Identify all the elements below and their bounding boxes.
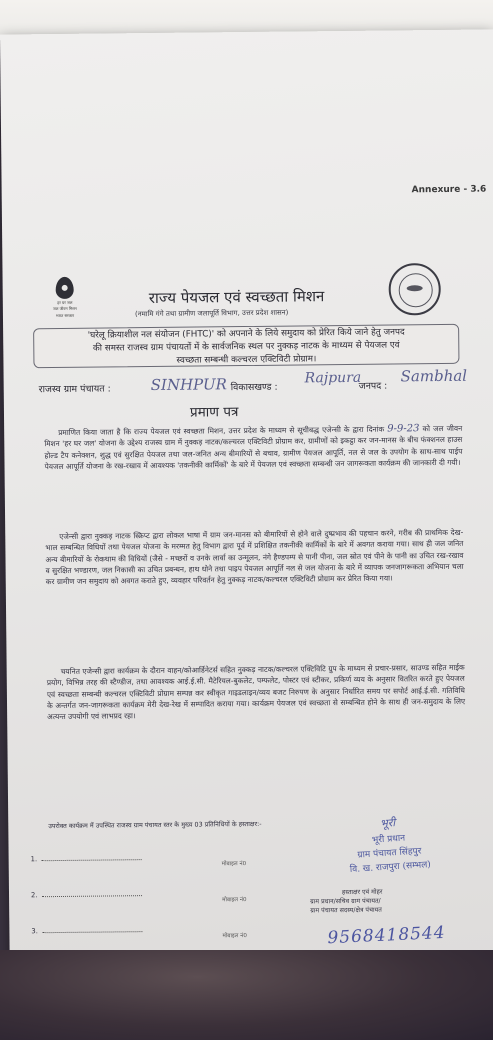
panchayat-label: राजस्व ग्राम पंचायत : <box>38 383 111 396</box>
program-date: 9-9-23 <box>387 423 420 435</box>
signature-number-2: 2. <box>30 891 38 900</box>
certificate-title: प्रमाण पत्र <box>189 404 239 421</box>
signature-line-1 <box>31 854 142 863</box>
stamp-signature: भूरी <box>379 816 396 831</box>
water-drop-icon <box>56 277 74 299</box>
paragraph-2: एजेन्सी द्वारा नुक्कड़ नाटक स्क्रिप्ट द्वारा लोकल भाषा में ग्राम जन-मानस को बीमारियों से होने वाले दुष्प्रभाव की पहचान करने, गरीब की प्राथमिक देख-भाल सम्बन्धित विधियों तथा पेयजल योजना के मरम्मत हेतु विभाग द्वारा पूर्व में प्रशिक्षित तकनीकी कार्मिकों के बारे में अवगत कराया गया। साथ ही जल जनित अन्य बीमारियों के रोकथाम की विधियों (जैसे - मच्छरों व उनके लार्वा का उन्मूलन, नंगे हैण्डपम्प से पानी पीना, जल स्रोत एवं पीने के पानी का उचित रख-रखाव व सुरक्षित भण्डारण, जल निकासी का उचित प्रबन्धन, हाथ धोने तथा पाइप पेयजल आपूर्ति नल से जल योजना के बारे में व्यापक जनजागरूकता अभियान चला कर ग्रामीण जन समुदाय को अवगत कराते हुए, व्यवहार परिवर्तन हेतु नुक्कड़ नाटक/कल्चरल एक्टिविटी प्रोग्राम कर प्रेरित किया गया। <box>45 527 464 587</box>
banner-line-1: 'घरेलू क्रियाशील नल संयोजन (FHTC)' को अपनाने के लिये समुदाय को प्रेरित किये जाने हेतु जनपद <box>87 327 405 341</box>
block-label: विकासखण्ड : <box>230 381 278 394</box>
background-bottom <box>0 950 493 1040</box>
signature-number-3: 3. <box>31 927 38 936</box>
logo-text-1: हर घर जल <box>57 299 73 305</box>
banner-line-3: स्वच्छता सम्बन्धी कल्चरल एक्टिविटी प्रोग्राम। <box>176 353 317 366</box>
signature-line-2 <box>31 890 142 899</box>
annexure-label: Annexure - 3.6 <box>411 184 487 196</box>
logo-text-3: भारत सरकार <box>55 312 75 318</box>
up-government-emblem-icon <box>388 263 441 316</box>
pradhan-stamp <box>310 811 469 883</box>
signature-number-1: 1. <box>30 855 38 864</box>
official-signature-block <box>310 888 383 916</box>
mission-subtitle: (नमामि गंगे तथा ग्रामीण जलापूर्ति विभाग, उत्तर प्रदेश शासन) <box>134 308 289 319</box>
district-label: जनपद : <box>358 380 388 392</box>
jal-jeevan-mission-logo <box>43 277 87 319</box>
paragraph-1-start: प्रमाणित किया जाता है कि राज्य पेयजल एवं स्वच्छता मिशन, उत्तर प्रदेश के माध्यम से सूचीबद्ध एजेन्सी के द्वारा दिनांक <box>58 424 385 437</box>
banner-line-2: की समस्त राजस्व ग्राम पंचायतों में के सार्वजनिक स्थल पर नुक्कड़ नाटक के माध्यम से पेयजल एवं <box>92 340 400 354</box>
stamp-line-3: वि. ख. राजपुरा (सम्भल) <box>349 859 432 876</box>
paragraph-1-rest: को जल जीवन मिशन 'हर घर जल' योजना के उद्देश्य राजस्व ग्राम में नुक्कड़ नाटक/कल्चरल एक्टिविटी प्रोग्राम कर, ग्रामीणों को इकट्ठा कर जन-मानस के बीच फंक्शनल हाउस होल्ड टैप कनेक्शन, शुद्ध एवं सुरक्षित पेयजल तथा जल-जनित अन्य बीमारियों से बचाव, ग्रामीण पेयजल आपूर्ति, नल से जल के उपयोग के साथ-साथ पाईप पेयजल आपूर्ति योजना के रख-रखाव में आवश्यक 'तकनीकी कार्मिकों' के बारे में पेयजल एवं स्वच्छता सम्बन्धी जन जागरूकता कार्यक्रम की जानकारी दी गयी। <box>44 423 463 472</box>
logo-text-2: जल जीवन मिशन <box>52 306 77 312</box>
mobile-label-3: मोबाइल नं0 <box>222 933 247 940</box>
mission-title: राज्य पेयजल एवं स्वच्छता मिशन <box>148 287 325 308</box>
program-banner <box>33 324 459 368</box>
block-value: Rajpura <box>304 369 362 387</box>
district-value: Sambhal <box>400 366 468 386</box>
stamp-line-2: ग्राम पंचायत सिंहपुर <box>357 846 422 861</box>
signature-intro: उपरोक्त कार्यक्रम में उपस्थित राजस्व ग्राम पंचायत स्तर के मुख्य 03 प्रतिनिधियों के हस्ताक्षर:- <box>48 819 262 831</box>
official-line-1: हस्ताक्षर एवं मोहर <box>341 888 383 897</box>
mobile-label-1: मोबाइल नं0 <box>221 861 247 868</box>
paragraph-3: चयनित एजेन्सी द्वारा कार्यक्रम के दौरान वाहन/कोआर्डिनेटर्स सहित नुक्कड़ नाटक/कल्चरल एक्टिविटि ग्रुप के माध्यम से प्रचार-प्रसार, साउण्ड सहित माईक प्रयोग, विभिन्न तरह की स्टैण्डीज, तथा आवश्यक आई.ई.सी. मैटेरियल-बुकलेट, पम्फलेट, पोस्टर एवं स्टीकर, प्रकिर्ण व्यय के अनुसार वितरित करते हुए पेयजल एवं स्वच्छता सम्बन्धी कल्चरल एक्टिविटी प्रोग्राम सम्पन्न कर स्वीकृत गाइडलाइन/व्यय बजट निरुपण के अनुसार निर्धारित समय पर सपोर्ट आई.ई.सी. गतिविधि के अन्तर्गत जन-जागरूकता कार्यक्रम मेरी देख-रेख में सम्पादित कराया गया। कार्यक्रम पेयजल एवं स्वच्छता से सम्बन्धित होने के साथ ही जन-समुदाय के लिए अत्यन्त उपयोगी एवं लाभप्रद रहा। <box>46 662 466 722</box>
mobile-label-2: मोबाइल नं0 <box>222 897 247 904</box>
location-row <box>38 366 489 399</box>
handwritten-phone-number: 9568418544 <box>327 922 447 949</box>
paragraph-1 <box>44 423 462 473</box>
official-line-2: ग्राम प्रधान/सचिव ग्राम पंचायत/ <box>310 897 381 906</box>
panchayat-value: SINHPUR <box>150 375 227 395</box>
signature-line-3 <box>31 926 142 935</box>
stamp-line-1: भूरी प्रधान <box>371 833 406 846</box>
official-line-3: ग्राम पंचायत सदस्य/क्षेत्र पंचायत <box>310 906 382 915</box>
certificate-document <box>0 29 493 969</box>
